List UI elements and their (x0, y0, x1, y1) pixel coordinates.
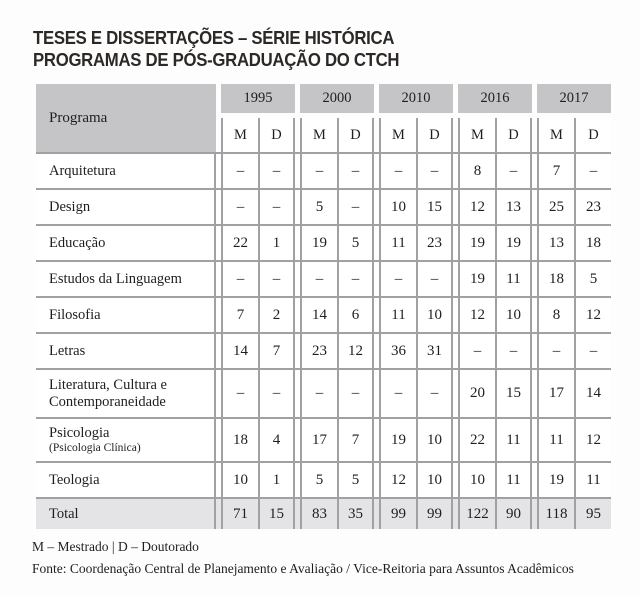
table-body (36, 152, 611, 529)
program-name: Teologia (49, 471, 100, 488)
value-cell: 95 (574, 499, 611, 529)
value-cell: 13 (537, 226, 574, 260)
value-cell: 5 (337, 226, 374, 260)
value-cell: 90 (495, 499, 532, 529)
value-cell: 12 (379, 463, 416, 497)
value-cell: 11 (495, 262, 532, 296)
value-cell: 10 (416, 419, 453, 461)
year-headers (216, 84, 611, 152)
value-cell: – (258, 262, 295, 296)
value-cell: 19 (537, 463, 574, 497)
value-cell: 12 (574, 298, 611, 332)
value-cell: 23 (574, 190, 611, 224)
value-cell: 19 (379, 419, 416, 461)
program-name: Psicologia (49, 425, 110, 442)
value-cell: 35 (337, 499, 374, 529)
value-cell: 83 (300, 499, 337, 529)
value-cell: 11 (379, 298, 416, 332)
year-header: 2016 (458, 84, 532, 113)
value-cell: 19 (458, 262, 495, 296)
degree-header-m: M (537, 118, 574, 152)
value-cell: 18 (537, 262, 574, 296)
value-cell: 36 (379, 334, 416, 368)
program-label (36, 262, 216, 296)
value-cell: 7 (537, 154, 574, 188)
value-cell: – (416, 154, 453, 188)
table-row (36, 463, 611, 497)
degree-header-d: D (416, 118, 453, 152)
table-row-total (36, 499, 611, 529)
table-row (36, 226, 611, 260)
value-cell: 18 (221, 419, 258, 461)
degree-header-d: D (337, 118, 374, 152)
value-cell: – (221, 190, 258, 224)
title-line-2: PROGRAMAS DE PÓS-GRADUAÇÃO DO CTCH (33, 50, 400, 70)
program-label (36, 419, 216, 461)
degree-header-m: M (300, 118, 337, 152)
program-label (36, 298, 216, 332)
value-cell: 8 (537, 298, 574, 332)
value-cell: – (221, 262, 258, 296)
year-header: 2010 (379, 84, 453, 113)
value-cell: – (416, 262, 453, 296)
value-cell: 6 (337, 298, 374, 332)
value-cell: 5 (337, 463, 374, 497)
value-cell: 12 (458, 190, 495, 224)
value-cell: 122 (458, 499, 495, 529)
value-cell: 20 (458, 370, 495, 417)
table-footnotes (32, 536, 574, 580)
total-label (36, 499, 216, 529)
value-cell: – (258, 190, 295, 224)
table-row (36, 298, 611, 332)
value-cell: 2 (258, 298, 295, 332)
table-row (36, 154, 611, 188)
program-label (36, 226, 216, 260)
program-name: Estudos da Linguagem (49, 270, 182, 287)
value-cell: 10 (379, 190, 416, 224)
program-label (36, 463, 216, 497)
value-cell: 99 (379, 499, 416, 529)
program-name: Filosofia (49, 306, 101, 323)
program-name: Arquitetura (49, 162, 116, 179)
value-cell: 1 (258, 463, 295, 497)
value-cell: 18 (574, 226, 611, 260)
value-cell: 25 (537, 190, 574, 224)
value-cell: 15 (416, 190, 453, 224)
value-cell: – (495, 334, 532, 368)
value-cell: 31 (416, 334, 453, 368)
degree-header-d: D (495, 118, 532, 152)
value-cell: 10 (458, 463, 495, 497)
table-row (36, 419, 611, 461)
program-label (36, 190, 216, 224)
value-cell: 17 (300, 419, 337, 461)
value-cell: 5 (300, 190, 337, 224)
value-cell: 13 (495, 190, 532, 224)
value-cell: 118 (537, 499, 574, 529)
program-name: Educação (49, 234, 106, 251)
table-row (36, 370, 611, 417)
value-cell: 22 (221, 226, 258, 260)
value-cell: 12 (337, 334, 374, 368)
value-cell: – (574, 334, 611, 368)
value-cell: – (337, 370, 374, 417)
value-cell: 15 (258, 499, 295, 529)
value-cell: 14 (300, 298, 337, 332)
value-cell: 11 (495, 419, 532, 461)
value-cell: – (337, 154, 374, 188)
value-cell: 17 (537, 370, 574, 417)
year-header: 1995 (221, 84, 295, 113)
value-cell: 19 (458, 226, 495, 260)
value-cell: – (258, 154, 295, 188)
value-cell: 10 (416, 298, 453, 332)
value-cell: – (458, 334, 495, 368)
value-cell: – (495, 154, 532, 188)
value-cell: – (379, 154, 416, 188)
value-cell: 7 (221, 298, 258, 332)
value-cell: 22 (458, 419, 495, 461)
value-cell: 7 (258, 334, 295, 368)
value-cell: – (337, 190, 374, 224)
value-cell: – (416, 370, 453, 417)
value-cell: 99 (416, 499, 453, 529)
value-cell: 12 (574, 419, 611, 461)
table-header (36, 84, 611, 152)
table-row (36, 190, 611, 224)
value-cell: 10 (416, 463, 453, 497)
value-cell: – (258, 370, 295, 417)
degree-header-d: D (574, 118, 611, 152)
value-cell: – (300, 154, 337, 188)
degree-header-m: M (379, 118, 416, 152)
value-cell: – (379, 262, 416, 296)
table-row (36, 262, 611, 296)
column-header-programa: Programa (36, 84, 216, 152)
value-cell: – (221, 154, 258, 188)
value-cell: – (379, 370, 416, 417)
value-cell: 10 (495, 298, 532, 332)
program-name: Design (49, 198, 91, 215)
program-label (36, 154, 216, 188)
program-label (36, 334, 216, 368)
program-name: Literatura, Cultura e Contemporaneidade (49, 377, 167, 410)
value-cell: 15 (495, 370, 532, 417)
value-cell: 19 (300, 226, 337, 260)
table-row (36, 334, 611, 368)
program-label (36, 370, 216, 417)
value-cell: 23 (416, 226, 453, 260)
value-cell: 71 (221, 499, 258, 529)
value-cell: 12 (458, 298, 495, 332)
degree-header-m: M (458, 118, 495, 152)
value-cell: – (574, 154, 611, 188)
value-cell: – (300, 370, 337, 417)
value-cell: 10 (221, 463, 258, 497)
degree-header-row (216, 118, 611, 152)
year-header-row (216, 84, 611, 113)
source-note: Fonte: Coordenação Central de Planejamento e Avaliação / Vice-Reitoria para Assuntos Acadêmicos (32, 561, 574, 576)
value-cell: 1 (258, 226, 295, 260)
value-cell: 5 (300, 463, 337, 497)
degree-header-d: D (258, 118, 295, 152)
legend-note: M – Mestrado | D – Doutorado (32, 539, 199, 554)
value-cell: 23 (300, 334, 337, 368)
program-name: Total (49, 505, 79, 522)
value-cell: 8 (458, 154, 495, 188)
value-cell: 7 (337, 419, 374, 461)
program-name: Letras (49, 342, 86, 359)
value-cell: 14 (221, 334, 258, 368)
value-cell: 11 (537, 419, 574, 461)
value-cell: 4 (258, 419, 295, 461)
value-cell: – (221, 370, 258, 417)
value-cell: 11 (495, 463, 532, 497)
theses-dissertations-table (36, 84, 611, 529)
value-cell: 5 (574, 262, 611, 296)
page-title (33, 27, 399, 71)
title-line-1: TESES E DISSERTAÇÕES – SÉRIE HISTÓRICA (33, 28, 395, 48)
value-cell: – (337, 262, 374, 296)
year-header: 2000 (300, 84, 374, 113)
value-cell: – (300, 262, 337, 296)
value-cell: 19 (495, 226, 532, 260)
value-cell: 11 (379, 226, 416, 260)
degree-header-m: M (221, 118, 258, 152)
program-subname: (Psicologia Clínica) (49, 441, 141, 454)
value-cell: – (537, 334, 574, 368)
value-cell: 11 (574, 463, 611, 497)
value-cell: 14 (574, 370, 611, 417)
year-header: 2017 (537, 84, 611, 113)
